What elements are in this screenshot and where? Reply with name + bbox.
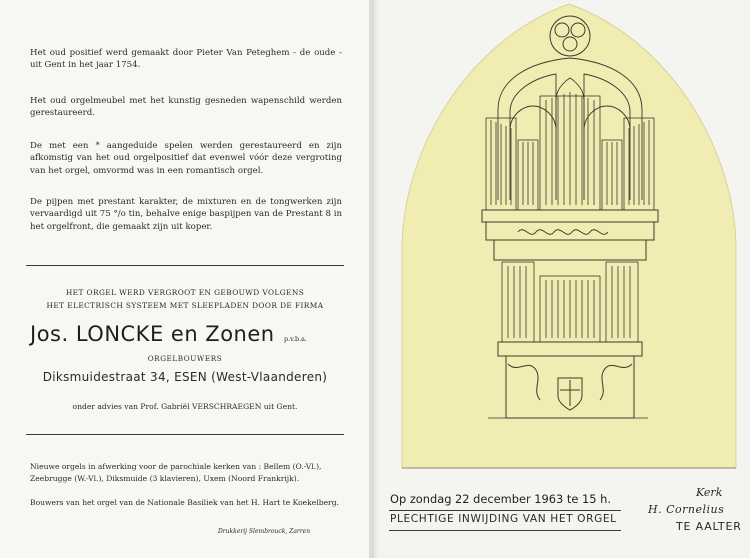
title-rule-bottom [389,530,621,531]
church-line-3: TE AALTER [676,520,742,533]
caps-line-2: HET ELECTRISCH SYSTEEM MET SLEEPLADEN DOOR DE FIRMA [46,301,324,310]
firm-suffix: p.v.b.a. [284,335,307,343]
caps-line-1: HET ORGEL WERD VERGROOT EN GEBOUWD VOLGENS [65,288,305,297]
firm-name: Jos. LONCKE en Zonen [30,322,275,346]
title-rule-top [389,510,621,511]
paragraph-spelen: De met een * aangeduide spelen werden gerestaureerd en zijn afkomstig van het oud orgelpositief dat evenwel vóór deze vergroting van het orgel, omvormd was in een romantisch orgel. [30,141,342,176]
advice-line: onder advies van Prof. Gabriël VERSCHRAEGEN uit Gent. [72,402,298,411]
firm-address: Diksmuidestraat 34, ESEN (West-Vlaanderen) [42,370,328,384]
church-line-1: Kerk [696,486,723,499]
paragraph-orgelmeubel: Het oud orgelmeubel met het kunstig gesneden wapenschild werden gerestaureerd. [30,96,342,119]
printer-credit: Drukkerij Slembrouck, Zarren [218,528,311,535]
date-line: Op zondag 22 december 1963 te 15 h. [390,492,611,506]
event-title: PLECHTIGE INWIJDING VAN HET ORGEL [390,513,617,525]
basilica-text: Bouwers van het orgel van de Nationale Basiliek van het H. Hart te Koekelberg. [30,498,339,507]
paragraph-positief: Het oud positief werd gemaakt door Pieter Van Peteghem - de oude - uit Gent in het jaar 1754. [30,48,342,71]
church-line-2: H. Cornelius [648,503,725,516]
paragraph-pijpen: De pijpen met prestant karakter, de mixturen en de tongwerken zijn vervaardigd uit 75 °/o tin, behalve enige baspijpen van de Prestant 8 in het orgelfront, die gemaakt zijn uit koper. [30,197,342,232]
divider-bottom [26,434,344,435]
left-page [0,0,370,558]
organ-illustration [398,0,740,485]
divider-top [26,265,344,266]
gothic-arch-shape [402,4,736,468]
new-organs-text: Nieuwe orgels in afwerking voor de parochiale kerken van : Bellem (O.-Vl.), Zeebrugge (W.-Vl.), Diksmuide (3 klavieren), Uxem (Noord Frankrijk). [30,462,322,483]
orgelbouwers-label: ORGELBOUWERS [147,354,223,363]
